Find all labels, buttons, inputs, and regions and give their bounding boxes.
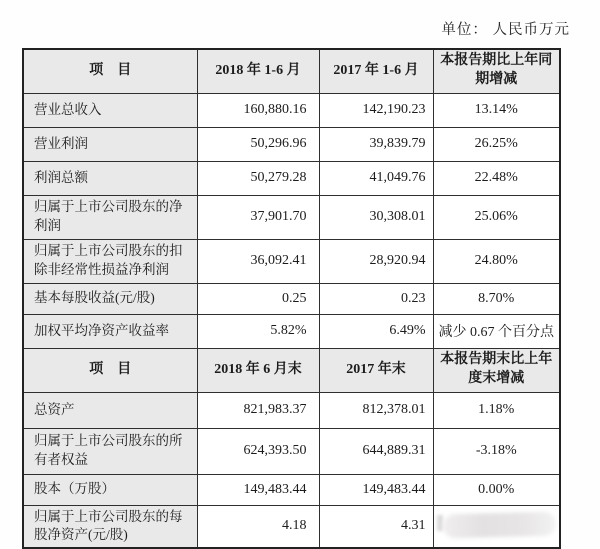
row-change-value: 8.70%: [433, 283, 560, 314]
row-label: 归属于上市公司股东的所有者权益: [23, 428, 197, 474]
row-change-value: 25.06%: [433, 195, 560, 239]
row-label: 归属于上市公司股东的扣除非经常性损益净利润: [23, 239, 197, 283]
redacted-area: [435, 511, 559, 541]
header-2018-h1: 2018 年 1-6 月: [197, 49, 319, 93]
row-prior-value: 0.23: [319, 283, 433, 314]
header-2018-june-end: 2018 年 6 月末: [197, 348, 319, 392]
row-prior-value: 812,378.01: [319, 392, 433, 428]
row-label: 股本（万股）: [23, 474, 197, 505]
row-label: 营业利润: [23, 127, 197, 161]
table-row-weighted-avg-roe: [23, 314, 560, 348]
row-change-value: 减少 0.67 个百分点: [433, 314, 560, 348]
row-prior-value: 28,920.94: [319, 239, 433, 283]
row-prior-value: 4.31: [319, 505, 433, 548]
row-label: 加权平均净资产收益率: [23, 314, 197, 348]
header-yoy-change: 本报告期比上年同期增减: [433, 49, 560, 93]
unit-label: 单位： 人民币万元: [441, 22, 570, 38]
row-current-value: 50,279.28: [197, 161, 319, 195]
row-current-value: 149,483.44: [197, 474, 319, 505]
row-change-value-redacted: [433, 505, 560, 548]
row-label: 归属于上市公司股东的每股净资产(元/股): [23, 505, 197, 548]
row-current-value: 50,296.96: [197, 127, 319, 161]
table-row-net-assets-per-share: [23, 505, 560, 548]
redacted-blur: [442, 512, 555, 539]
table-row-operating-profit: [23, 127, 560, 161]
row-prior-value: 30,308.01: [319, 195, 433, 239]
row-label: 利润总额: [23, 161, 197, 195]
row-change-value: 26.25%: [433, 127, 560, 161]
table-row-basic-eps: [23, 283, 560, 314]
row-change-value: -3.18%: [433, 428, 560, 474]
row-label: 营业总收入: [23, 93, 197, 127]
financial-summary-table: [22, 48, 561, 549]
row-label: 归属于上市公司股东的净利润: [23, 195, 197, 239]
header-period-end-change: 本报告期末比上年度末增减: [433, 348, 560, 392]
redacted-mark: [437, 515, 443, 531]
row-change-value: 24.80%: [433, 239, 560, 283]
header-2017-year-end: 2017 年末: [319, 348, 433, 392]
row-current-value: 624,393.50: [197, 428, 319, 474]
table-row-total-assets: [23, 392, 560, 428]
row-current-value: 36,092.41: [197, 239, 319, 283]
table-row-total-revenue: [23, 93, 560, 127]
row-current-value: 0.25: [197, 283, 319, 314]
row-change-value: 22.48%: [433, 161, 560, 195]
table-row-owners-equity: [23, 428, 560, 474]
row-prior-value: 6.49%: [319, 314, 433, 348]
row-current-value: 4.18: [197, 505, 319, 548]
table-row-total-profit: [23, 161, 560, 195]
row-change-value: 1.18%: [433, 392, 560, 428]
row-current-value: 821,983.37: [197, 392, 319, 428]
row-prior-value: 41,049.76: [319, 161, 433, 195]
section1-header-row: [23, 49, 560, 93]
row-current-value: 37,901.70: [197, 195, 319, 239]
row-change-value: 0.00%: [433, 474, 560, 505]
row-prior-value: 39,839.79: [319, 127, 433, 161]
row-prior-value: 142,190.23: [319, 93, 433, 127]
row-prior-value: 149,483.44: [319, 474, 433, 505]
row-label: 总资产: [23, 392, 197, 428]
table-row-share-capital: [23, 474, 560, 505]
row-prior-value: 644,889.31: [319, 428, 433, 474]
row-change-value: 13.14%: [433, 93, 560, 127]
table-row-net-profit-excl-nonrecurring: [23, 239, 560, 283]
row-label: 基本每股收益(元/股): [23, 283, 197, 314]
header-item: 项 目: [23, 348, 197, 392]
header-2017-h1: 2017 年 1-6 月: [319, 49, 433, 93]
row-current-value: 160,880.16: [197, 93, 319, 127]
row-current-value: 5.82%: [197, 314, 319, 348]
section2-header-row: [23, 348, 560, 392]
header-item: 项 目: [23, 49, 197, 93]
table-row-net-profit-attributable: [23, 195, 560, 239]
